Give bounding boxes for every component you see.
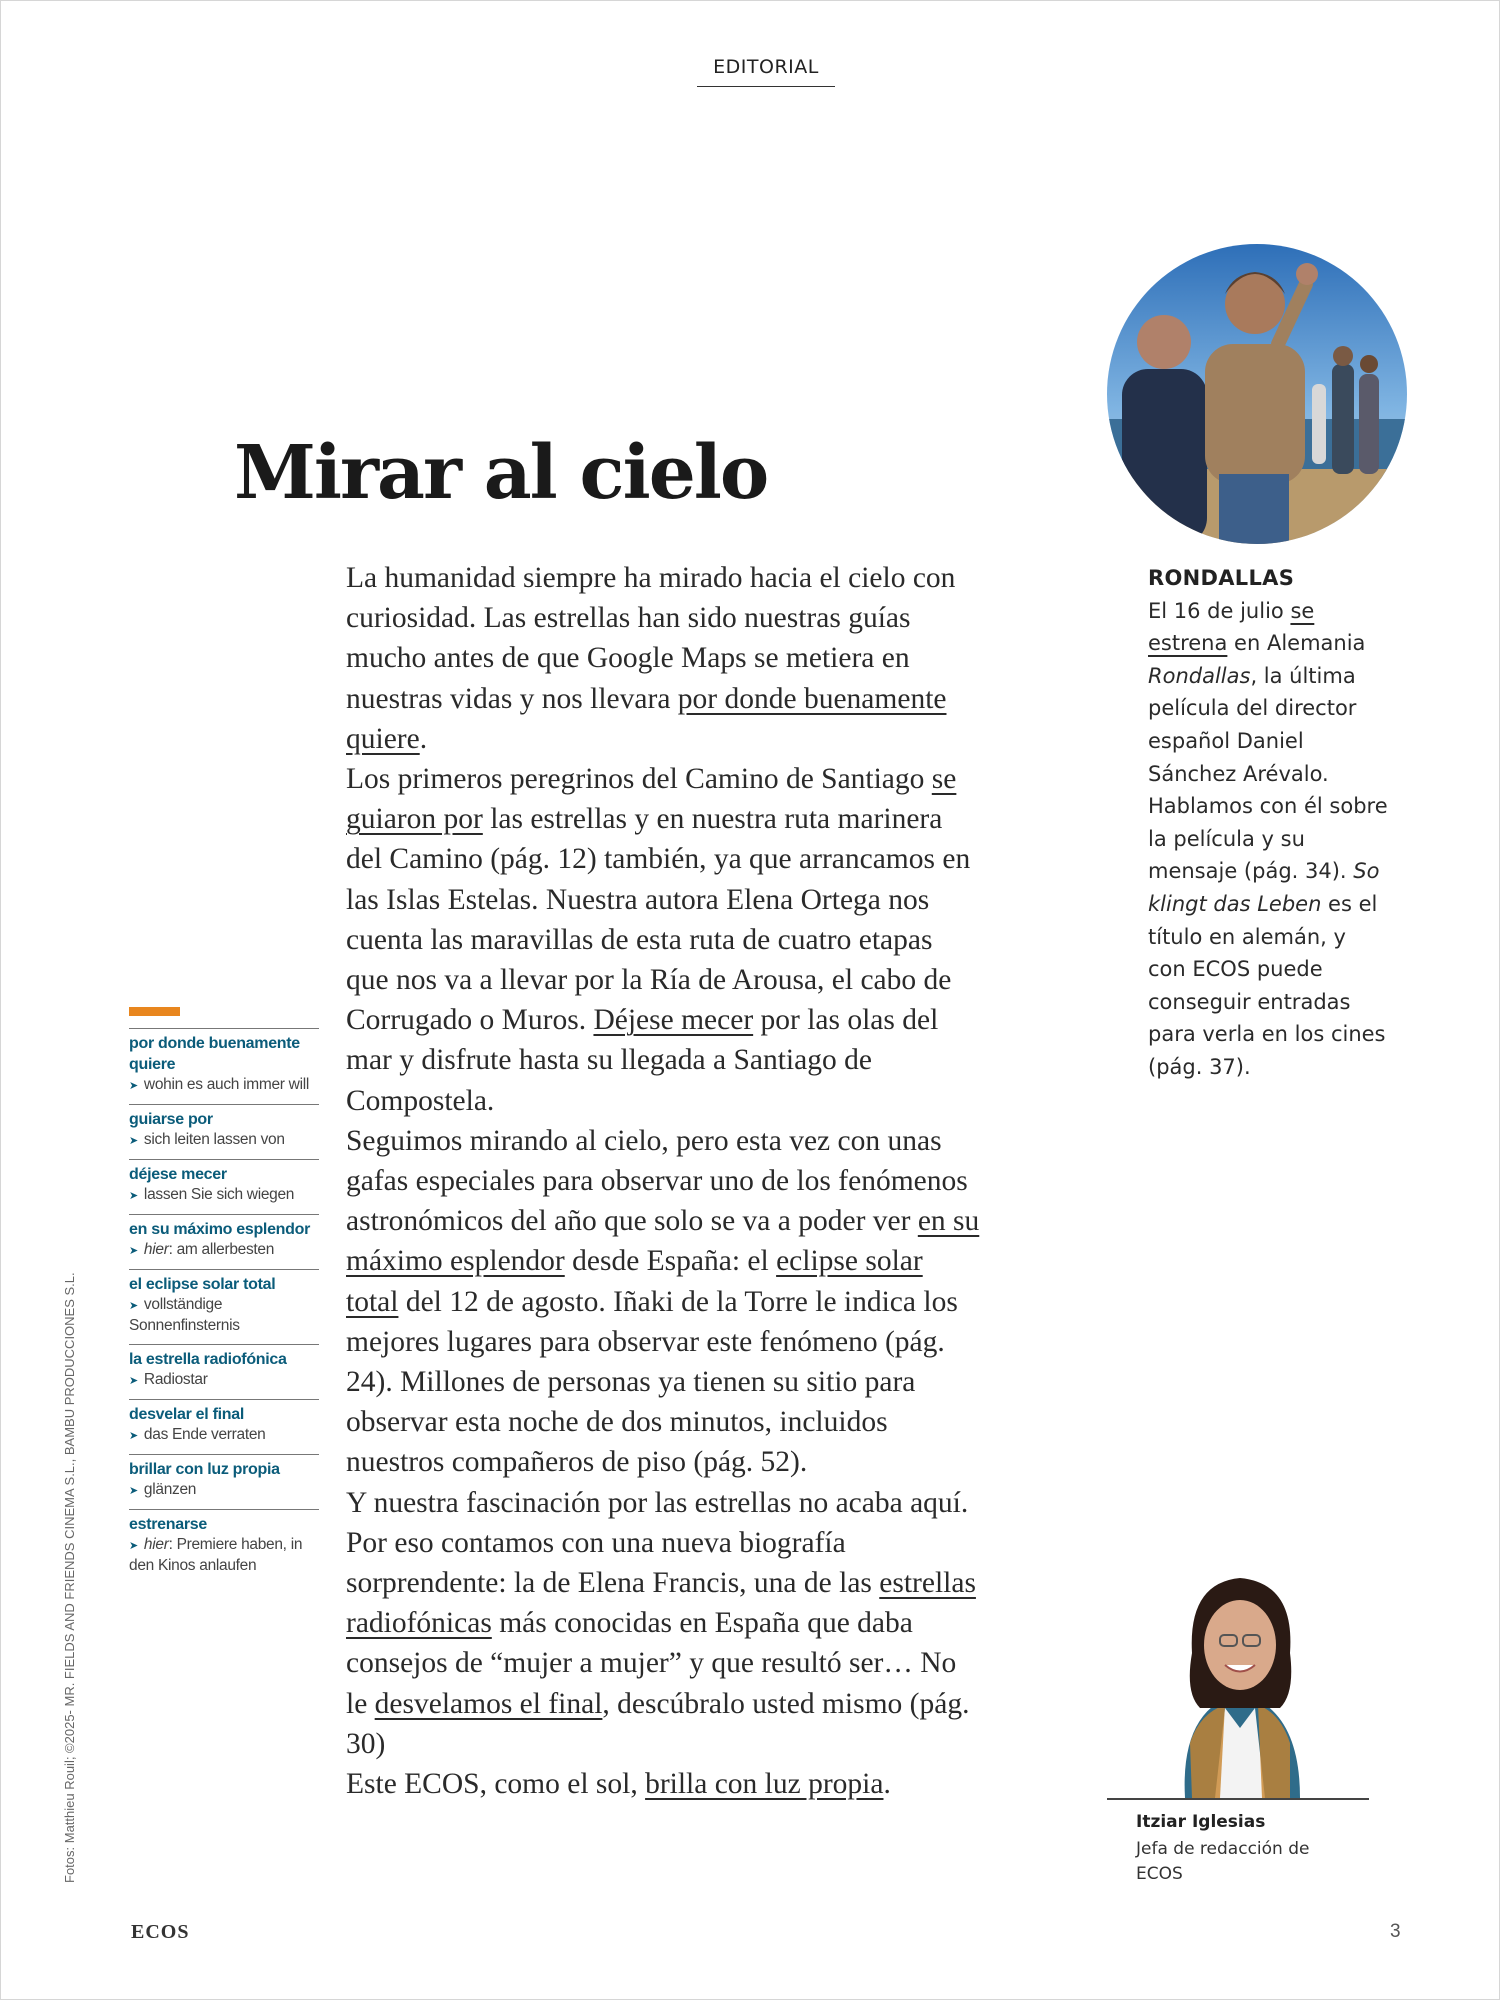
director-photo [1107,244,1407,544]
sidebar-text [1148,595,1388,1084]
arrow-icon: ➤ [129,1080,138,1092]
article-text: Seguimos mirando al cielo, pero esta vez con unas gafas especiales para observar uno de los fenómenos astronómicos del año que solo se va a poder ver [346,1124,968,1238]
sidebar-text-2: en Alemania [1227,631,1366,656]
glossary-definition [129,1130,319,1151]
photo-credit: Fotos: Matthieu Rouil; ©2025- MR. FIELDS AND FRIENDS CINEMA S.L., BAMBU PRODUCCIONES S.L. [62,1272,77,1883]
glossary-term: por donde buenamente quiere [129,1035,300,1073]
article-paragraph [346,1121,982,1483]
article-text: Y nuestra fascinación por las estrellas no acaba aquí. Por eso contamos con una nueva biografía sorprendente: la de Elena Francis, una de las [346,1486,969,1600]
glossary-accent-bar [129,1007,180,1016]
glossary-translation: : Premiere haben, in den Kinos anlaufen [129,1536,303,1574]
arrow-icon: ➤ [129,1190,138,1202]
glossary-definition [129,1075,319,1096]
glossary-term: estrenarse [129,1516,207,1533]
glossary-entry [129,1344,319,1399]
sidebar-text-4: es el título en alemán, y con ECOS puede conseguir entradas para verla en los cines (pág. 37). [1148,891,1386,1079]
glossary-definition [129,1185,319,1206]
glossary-definition [129,1480,319,1501]
glossary-translation: Radiostar [143,1371,208,1388]
glossary-keyword: Déjese mecer [593,1004,754,1037]
footer-brand: ECOS [131,1921,190,1943]
article-text: por las olas del mar y disfrute hasta su llegada a Santiago de Compostela. [346,1004,939,1117]
arrow-icon: ➤ [129,1485,138,1497]
arrow-icon: ➤ [129,1245,138,1257]
glossary-entry [129,1214,319,1269]
glossary [129,1028,319,1584]
glossary-term: en su máximo esplendor [129,1221,311,1238]
glossary-keyword: estrellas radiofónicas [346,1567,976,1640]
arrow-icon: ➤ [129,1135,138,1147]
article-paragraph [346,558,982,759]
glossary-prefix: hier [143,1241,169,1258]
sidebar-rondallas [1148,562,1388,1084]
editor-photo-image [1130,1543,1350,1798]
sidebar-text-3: , la última película del director español Daniel Sánchez Arévalo. Hablamos con él sobre la película y su mensaje (pág. 34). [1148,663,1388,884]
glossary-entry [129,1454,319,1509]
section-label: EDITORIAL [697,56,835,87]
editor-name: Itziar Iglesias [1136,1812,1266,1832]
glossary-entry [129,1159,319,1214]
article-text: más conocidas en España que daba consejos de “mujer a mujer” y que resultó ser… No le [346,1607,957,1720]
glossary-translation: sich leiten lassen von [143,1131,285,1148]
glossary-term: desvelar el final [129,1406,244,1423]
article-paragraph [346,1764,982,1804]
article-text: del 12 de agosto. Iñaki de la Torre le indica los mejores lugares para observar este fenómeno (pág. 24). Millones de personas ya tienen su sitio para observar esta noche de dos minutos, incluidos nuestros compañeros de piso (pág. 52). [346,1285,958,1479]
article-paragraph [346,759,982,1121]
sidebar-text-1: El 16 de julio [1148,598,1291,623]
article-text: La humanidad siempre ha mirado hacia el cielo con curiosidad. Las estrellas han sido nuestras guías mucho antes de que Google Maps se metiera en nuestras vidas y nos llevara [346,562,956,715]
arrow-icon: ➤ [129,1430,138,1442]
sidebar-heading: RONDALLAS [1148,566,1295,590]
article-text: . [419,722,428,755]
glossary-keyword: en su máximo esplendor [346,1205,980,1278]
article-text: las estrellas y en nuestra ruta marinera del Camino (pág. 12) también, ya que arrancamos en las Islas Estelas. Nuestra autora Elena Ortega nos cuenta las maravillas de esta ruta de cuatro etapas que nos va a llevar por la Ría de Arousa, el cabo de Corrugado o Muros. [346,803,971,1037]
glossary-definition [129,1370,319,1391]
glossary-keyword: por donde buenamente quiere [346,682,947,755]
glossary-definition [129,1535,319,1576]
glossary-term: el eclipse solar total [129,1276,276,1293]
glossary-keyword: se guiaron por [346,763,957,836]
glossary-translation: lassen Sie sich wiegen [143,1186,295,1203]
editor-divider [1107,1798,1369,1800]
sidebar-keyword-se-estrena: se estrena [1148,598,1315,656]
article-text: Este ECOS, como el sol, [346,1768,646,1801]
glossary-entry [129,1509,319,1584]
glossary-translation: glänzen [143,1481,197,1498]
glossary-translation: vollständige Sonnenfinsternis [129,1296,240,1334]
glossary-translation: : am allerbesten [168,1241,275,1258]
sidebar-german-title: So klingt das Leben [1148,859,1380,916]
article-body [346,558,982,1804]
glossary-term: déjese mecer [129,1166,227,1183]
director-photo-image [1107,244,1407,544]
glossary-translation: wohin es auch immer will [143,1076,310,1093]
glossary-prefix: hier [143,1536,169,1553]
article-text: , descúbralo usted mismo (pág. 30) [346,1687,970,1760]
glossary-definition [129,1295,319,1336]
page-title: Mirar al cielo [234,430,768,516]
glossary-entry [129,1399,319,1454]
sidebar-film-title: Rondallas [1148,663,1251,688]
glossary-keyword: brilla con luz propia [645,1768,884,1801]
article-text: . [883,1768,891,1801]
page-number: 3 [1390,1921,1401,1942]
glossary-definition [129,1240,319,1261]
editor-photo [1130,1543,1350,1798]
glossary-keyword: eclipse solar total [346,1245,923,1318]
glossary-entry [129,1028,319,1104]
article-paragraph [346,1483,982,1764]
glossary-entry [129,1269,319,1344]
glossary-term: brillar con luz propia [129,1461,280,1478]
glossary-translation: das Ende verraten [143,1426,266,1443]
glossary-keyword: desvelamos el final [374,1687,603,1720]
article-text: desde España: el [564,1245,777,1278]
arrow-icon: ➤ [129,1300,138,1312]
article-text: Los primeros peregrinos del Camino de Santiago [346,763,932,796]
arrow-icon: ➤ [129,1375,138,1387]
glossary-entry [129,1104,319,1159]
arrow-icon: ➤ [129,1540,138,1552]
glossary-term: la estrella radiofónica [129,1351,287,1368]
glossary-term: guiarse por [129,1111,213,1128]
editor-role: Jefa de redacción de ECOS [1136,1839,1310,1884]
glossary-definition [129,1425,319,1446]
